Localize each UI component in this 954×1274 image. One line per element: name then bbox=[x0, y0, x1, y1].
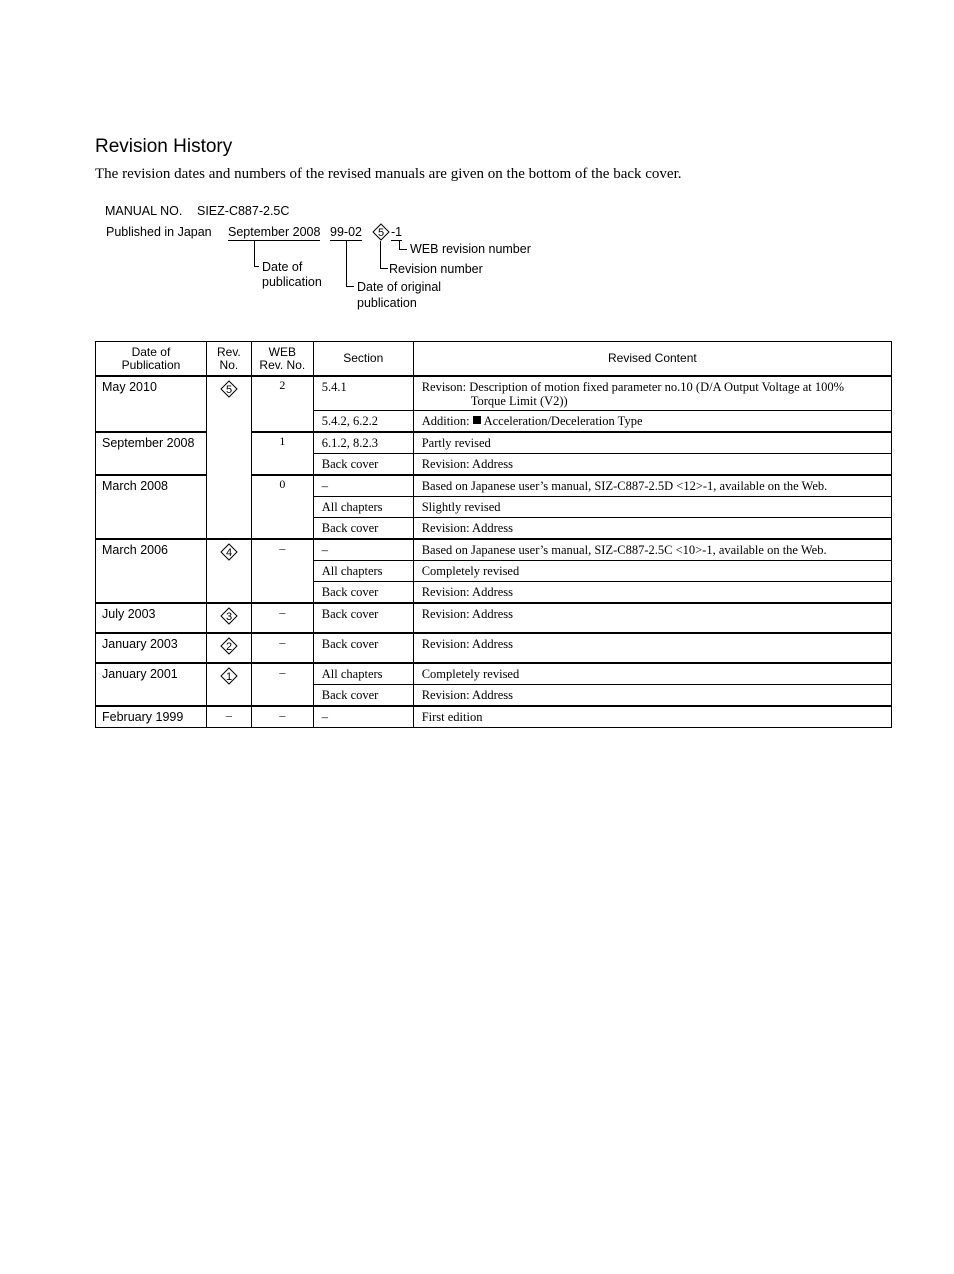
content-line2: Torque Limit (V2)) bbox=[470, 394, 568, 408]
manual-no-value: SIEZ-C887-2.5C bbox=[197, 204, 290, 218]
content-cell: Partly revised bbox=[413, 432, 891, 454]
date-of-publication-label-2: publication bbox=[262, 275, 322, 289]
table-header-row bbox=[96, 342, 892, 377]
rev-number: 5 bbox=[225, 384, 232, 396]
header-web-line2: Rev. No. bbox=[259, 357, 306, 372]
header-rev-line2: No. bbox=[219, 357, 239, 372]
original-date-connector-h bbox=[346, 286, 354, 287]
web-suffix: -1 bbox=[391, 225, 403, 239]
rev-cell: – bbox=[206, 706, 251, 728]
content-cell: Revision: Address bbox=[413, 582, 891, 604]
revision-number-connector-h bbox=[380, 268, 388, 269]
revision-4-icon bbox=[220, 543, 238, 561]
web-rev-cell: – bbox=[251, 539, 313, 603]
date-of-publication-connector bbox=[254, 241, 255, 267]
black-square-icon bbox=[473, 416, 481, 424]
revision-number-label: Revision number bbox=[389, 262, 483, 276]
content-cell: First edition bbox=[413, 706, 891, 728]
page-title: Revision History bbox=[95, 136, 233, 157]
date-cell: February 1999 bbox=[96, 706, 207, 728]
web-rev-cell: – bbox=[251, 633, 313, 663]
rev-number: 2 bbox=[225, 641, 232, 653]
table-row bbox=[96, 539, 892, 561]
original-date-connector bbox=[346, 241, 347, 287]
content-cell: Completely revised bbox=[413, 561, 891, 582]
date-cell: March 2008 bbox=[96, 475, 207, 539]
web-rev-connector-h bbox=[399, 249, 407, 250]
web-rev-cell: – bbox=[251, 603, 313, 633]
header-rev bbox=[206, 342, 251, 377]
revision-number-connector bbox=[380, 241, 381, 269]
web-rev-cell: – bbox=[251, 706, 313, 728]
header-content: Revised Content bbox=[413, 342, 891, 377]
content-prefix: Addition: bbox=[421, 414, 470, 428]
revision-history-table bbox=[95, 341, 892, 728]
web-rev-cell: 1 bbox=[251, 432, 313, 475]
section-cell: Back cover bbox=[313, 685, 413, 707]
rev-cell bbox=[206, 376, 251, 539]
content-line1: Revison: Description of motion fixed parameter no.10 (D/A Output Voltage at 100% bbox=[421, 380, 845, 394]
section-cell: Back cover bbox=[313, 454, 413, 476]
section-cell: Back cover bbox=[313, 518, 413, 540]
section-cell: – bbox=[313, 706, 413, 728]
content-cell bbox=[413, 376, 891, 411]
rev-cell bbox=[206, 603, 251, 633]
web-rev-cell: 0 bbox=[251, 475, 313, 539]
original-date: 99-02 bbox=[330, 225, 362, 239]
section-cell: All chapters bbox=[313, 561, 413, 582]
section-cell: 5.4.2, 6.2.2 bbox=[313, 411, 413, 433]
revision-2-icon bbox=[220, 637, 238, 655]
section-cell: All chapters bbox=[313, 497, 413, 518]
content-cell: Revision: Address bbox=[413, 603, 891, 633]
section-cell: – bbox=[313, 475, 413, 497]
content-cell: Revision: Address bbox=[413, 633, 891, 663]
content-suffix: Acceleration/Deceleration Type bbox=[483, 414, 643, 428]
table-row bbox=[96, 663, 892, 685]
section-cell: Back cover bbox=[313, 582, 413, 604]
rev-cell bbox=[206, 633, 251, 663]
date-cell: January 2003 bbox=[96, 633, 207, 663]
section-cell: – bbox=[313, 539, 413, 561]
date-cell: March 2006 bbox=[96, 539, 207, 603]
web-rev-cell: 2 bbox=[251, 376, 313, 432]
header-web-line1: WEB bbox=[268, 344, 296, 359]
intro-paragraph: The revision dates and numbers of the revised manuals are given on the bottom of the back cover. bbox=[95, 166, 682, 182]
content-cell: Based on Japanese user’s manual, SIZ-C887-2.5D <12>-1, available on the Web. bbox=[413, 475, 891, 497]
revision-3-icon bbox=[220, 607, 238, 625]
content-cell: Revision: Address bbox=[413, 685, 891, 707]
section-cell: 5.4.1 bbox=[313, 376, 413, 411]
date-of-original-label-2: publication bbox=[357, 296, 417, 310]
header-date bbox=[96, 342, 207, 377]
date-cell: July 2003 bbox=[96, 603, 207, 633]
section-cell: Back cover bbox=[313, 603, 413, 633]
section-cell: 6.1.2, 8.2.3 bbox=[313, 432, 413, 454]
revision-5-icon bbox=[220, 380, 238, 398]
table-row bbox=[96, 603, 892, 633]
content-cell: Based on Japanese user’s manual, SIZ-C887-2.5C <10>-1, available on the Web. bbox=[413, 539, 891, 561]
rev-number: 4 bbox=[225, 547, 232, 559]
table-row bbox=[96, 706, 892, 728]
content-cell bbox=[413, 411, 891, 433]
rev-number: 1 bbox=[225, 671, 232, 683]
content-cell: Revision: Address bbox=[413, 518, 891, 540]
manual-no-label: MANUAL NO. bbox=[105, 204, 183, 218]
date-cell: May 2010 bbox=[96, 376, 207, 432]
date-of-original-label-1: Date of original bbox=[357, 280, 442, 294]
header-web-rev bbox=[251, 342, 313, 377]
section-cell: All chapters bbox=[313, 663, 413, 685]
date-cell: January 2001 bbox=[96, 663, 207, 706]
revision-symbol-icon bbox=[372, 223, 390, 241]
published-label: Published in Japan bbox=[106, 225, 212, 239]
content-cell: Slightly revised bbox=[413, 497, 891, 518]
date-of-publication-connector-h bbox=[254, 266, 259, 267]
date-cell: September 2008 bbox=[96, 432, 207, 475]
revision-symbol-number: 5 bbox=[377, 227, 385, 239]
content-cell: Completely revised bbox=[413, 663, 891, 685]
content-cell: Revision: Address bbox=[413, 454, 891, 476]
web-revision-label: WEB revision number bbox=[410, 242, 531, 256]
header-section: Section bbox=[313, 342, 413, 377]
header-date-line1: Date of bbox=[131, 344, 171, 359]
table-row bbox=[96, 376, 892, 411]
header-rev-line1: Rev. bbox=[216, 344, 241, 359]
rev-number: 3 bbox=[225, 611, 232, 623]
web-rev-cell: – bbox=[251, 663, 313, 706]
date-of-publication-label-1: Date of bbox=[262, 260, 303, 274]
rev-cell bbox=[206, 539, 251, 603]
section-cell: Back cover bbox=[313, 633, 413, 663]
revision-1-icon bbox=[220, 667, 238, 685]
rev-cell bbox=[206, 663, 251, 706]
header-date-line2: Publication bbox=[121, 357, 181, 372]
publication-date: September 2008 bbox=[228, 225, 321, 239]
table-row bbox=[96, 633, 892, 663]
